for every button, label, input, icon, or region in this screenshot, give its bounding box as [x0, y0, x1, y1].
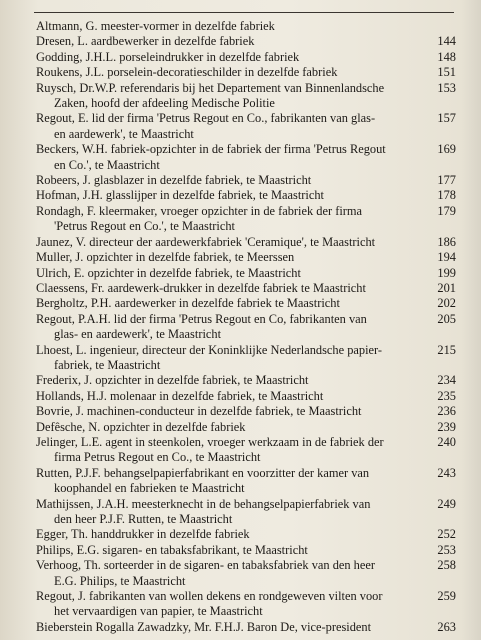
index-entry: [36, 34, 456, 49]
entry-page-number: 240: [437, 434, 456, 449]
index-entry: [36, 558, 456, 589]
entry-page-number: 215: [437, 342, 456, 357]
index-entry: [36, 389, 456, 404]
entry-page-number: 157: [437, 111, 456, 126]
index-entry: [36, 343, 456, 374]
index-entry: [36, 420, 456, 435]
index-entry: [36, 81, 456, 112]
entry-text: Egger, Th. handdrukker in dezelfde fabriek: [36, 527, 250, 542]
index-entry: [36, 235, 456, 250]
entry-text-continuation: fabriek, te Maastricht: [54, 357, 161, 372]
entry-text: Beckers, W.H. fabriek-opzichter in de fabriek der firma 'Petrus Regout: [36, 142, 386, 157]
entry-page-number: 243: [437, 465, 456, 480]
entry-page-number: 259: [437, 589, 456, 604]
entry-text: Rondagh, F. kleermaker, vroeger opzichter in de fabriek der firma: [36, 203, 363, 218]
index-entry: [36, 142, 456, 173]
entry-text: Rutten, P.J.F. behangselpapierfabrikant en voorzitter der kamer van: [36, 465, 370, 480]
entry-page-number: 252: [437, 527, 456, 542]
index-entry: [36, 173, 456, 188]
entry-text: Mathijssen, J.A.H. meesterknecht in de behangselpapierfabriek van: [36, 496, 371, 511]
entry-text: Dresen, L. aardbewerker in dezelfde fabriek: [36, 34, 255, 49]
entry-text-continuation: het vervaardigen van papier, te Maastricht: [54, 604, 263, 619]
entry-page-number: 263: [437, 619, 456, 634]
entry-page-number: 169: [437, 142, 456, 157]
entry-text-continuation: 'Petrus Regout en Co.', te Maastricht: [54, 219, 236, 234]
index-entry: [36, 19, 456, 34]
index-entry: [36, 435, 456, 466]
entry-text-continuation: koophandel en fabrieken te Maastricht: [54, 481, 245, 496]
index-entry: [36, 266, 456, 281]
entry-text: Roukens, J.L. porselein-decoratieschilder in dezelfde fabriek: [36, 65, 338, 80]
entry-page-number: 258: [437, 558, 456, 573]
entry-text: Ruysch, Dr.W.P. referendaris bij het Departement van Binnenlandsche: [36, 80, 385, 95]
entry-page-number: 201: [437, 280, 456, 295]
index-entry: [36, 296, 456, 311]
entry-page-number: 205: [437, 311, 456, 326]
entry-text: Lhoest, L. ingenieur, directeur der Koninklijke Nederlandsche papier-: [36, 342, 383, 357]
index-entry: [36, 50, 456, 65]
entry-text: Claessens, Fr. aardewerk-drukker in dezelfde fabriek te Maastricht: [36, 280, 366, 295]
index-entry: [36, 373, 456, 388]
entry-text-continuation: Zaken, hoofd der afdeeling Medische Politie: [54, 96, 275, 111]
entry-page-number: 179: [437, 203, 456, 218]
index-entry: [36, 404, 456, 419]
entry-text: Bieberstein Rogalla Zawadzky, Mr. F.H.J. Baron De, vice-president: [36, 619, 372, 634]
entry-page-number: 234: [437, 373, 456, 388]
index-entry: [36, 589, 456, 620]
entry-text-continuation: glas- en aardewerk', te Maastricht: [54, 327, 222, 342]
entry-text: Defêsche, N. opzichter in dezelfde fabriek: [36, 419, 246, 434]
index-entry: [36, 65, 456, 80]
index-entry: [36, 281, 456, 296]
entry-text: Altmann, G. meester-vormer in dezelfde fabriek: [36, 19, 275, 33]
entry-text: Godding, J.H.L. porseleindrukker in dezelfde fabriek: [36, 49, 300, 64]
index-entry: [36, 466, 456, 497]
index-entry: [36, 204, 456, 235]
index-entry: [36, 111, 456, 142]
entry-page-number: 239: [437, 419, 456, 434]
entry-page-number: 153: [437, 80, 456, 95]
index-entry: [36, 312, 456, 343]
entry-text: Robeers, J. glasblazer in dezelfde fabriek, te Maastricht: [36, 173, 312, 188]
index-entry: [36, 620, 456, 635]
entry-page-number: 235: [437, 388, 456, 403]
entry-page-number: 148: [437, 49, 456, 64]
entry-text: Regout, E. lid der firma 'Petrus Regout en Co., fabrikanten van glas-: [36, 111, 376, 126]
entry-text: Regout, P.A.H. lid der firma 'Petrus Regout en Co, fabrikanten van: [36, 311, 367, 326]
entry-text: Bergholtz, P.H. aardewerker in dezelfde fabriek te Maastricht: [36, 296, 340, 311]
page-edge-shadow: [461, 0, 481, 640]
entry-text: Philips, E.G. sigaren- en tabaksfabrikant, te Maastricht: [36, 542, 308, 557]
entry-page-number: 202: [437, 296, 456, 311]
entry-text-continuation: en Co.', te Maastricht: [54, 157, 160, 172]
index-entry: [36, 497, 456, 528]
entry-page-number: 199: [437, 265, 456, 280]
entry-page-number: 236: [437, 404, 456, 419]
entry-page-number: 177: [437, 173, 456, 188]
entry-text-continuation: firma Petrus Regout en Co., te Maastricht: [54, 450, 261, 465]
entry-text-continuation: E.G. Philips, te Maastricht: [54, 573, 186, 588]
entry-text: Muller, J. opzichter in dezelfde fabriek, te Meerssen: [36, 250, 295, 265]
index-entry: [36, 527, 456, 542]
entry-text: Hofman, J.H. glasslijper in dezelfde fabriek, te Maastricht: [36, 188, 324, 203]
index-entry: [36, 543, 456, 558]
entry-page-number: 253: [437, 542, 456, 557]
entry-text: Ulrich, E. opzichter in dezelfde fabriek, te Maastricht: [36, 265, 301, 280]
entry-text-continuation: en aardewerk', te Maastricht: [54, 126, 194, 141]
entry-text-continuation: den heer P.J.F. Rutten, te Maastricht: [54, 512, 233, 526]
entry-page-number: 194: [437, 250, 456, 265]
entry-text: Verhoog, Th. sorteerder in de sigaren- en tabaksfabriek van den heer: [36, 558, 375, 573]
entry-page-number: 144: [437, 34, 456, 49]
entry-text: Frederix, J. opzichter in dezelfde fabriek, te Maastricht: [36, 373, 309, 388]
entry-text: Bovrie, J. machinen-conducteur in dezelfde fabriek, te Maastricht: [36, 404, 362, 419]
entry-page-number: 151: [437, 65, 456, 80]
entry-text: Jelinger, L.E. agent in steenkolen, vroeger werkzaam in de fabriek der: [36, 434, 384, 449]
entry-text: Jaunez, V. directeur der aardewerkfabriek 'Ceramique', te Maastricht: [36, 234, 376, 249]
index-entry: [36, 250, 456, 265]
index-list: [36, 19, 456, 635]
index-entry: [36, 188, 456, 203]
entry-page-number: 186: [437, 234, 456, 249]
top-rule: [34, 12, 454, 13]
entry-page-number: 249: [437, 496, 456, 511]
entry-page-number: 178: [437, 188, 456, 203]
entry-text: Regout, J. fabrikanten van wollen dekens en rondgeweven vilten voor: [36, 589, 383, 604]
entry-text: Hollands, H.J. molenaar in dezelfde fabriek, te Maastricht: [36, 388, 324, 403]
